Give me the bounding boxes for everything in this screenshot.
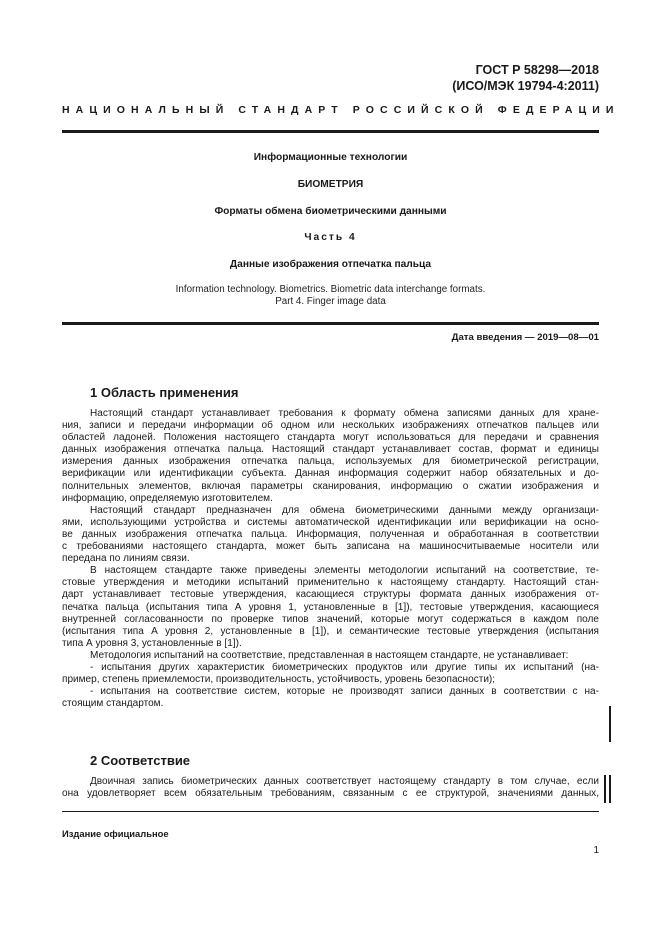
text-line: (испытания типа А уровня 2, установленные в [1]), и семантические тестовые утверждения (испытания [62, 625, 599, 637]
text-line: с требованиями настоящего стандарта, может быть записана на машиносчитываемые носители или [62, 541, 599, 553]
text-line: ве данных изображения отпечатка пальца. Информация, полученная и обработанная в соответствии [62, 528, 599, 540]
text-line: внутренней согласованности по проверке типов значений, которые могут содержаться в каждом поле [62, 613, 599, 625]
text-line: Двоичная запись биометрических данных соответствует настоящему стандарту в том случае, если [90, 776, 599, 787]
text-line: данных изображения отпечатка пальца. Настоящий стандарт устанавливает состав, формат и единицы [62, 444, 599, 456]
title-part-name: Данные изображения отпечатка пальца [229, 259, 432, 270]
text-line: типа А уровня 3, установленные в [1]). [62, 637, 242, 649]
section-2-body [62, 776, 599, 800]
text-line: ния, записи и передачи информации об одном или нескольких изображениях отпечатков пальцев или [62, 420, 599, 432]
text-line: измерения данных изображения отпечатка пальца, используемых для биометрической регистрации, [62, 456, 599, 468]
section-2-heading: 2 Соответствие [90, 753, 191, 768]
change-bar [609, 775, 611, 803]
title-sub: Форматы обмена биометрическими данными [214, 206, 447, 217]
page-number: 1 [593, 845, 599, 856]
text-line: Настоящий стандарт устанавливает требования к формату обмена записями данных для хране- [90, 408, 599, 419]
title-group: Информационные технологии [253, 152, 408, 163]
text-line: ями, использующими устройства и системы автоматической идентификации или верификации на осно- [62, 516, 599, 528]
text-line: печатка пальца (испытания типа А уровня 1, установленные в [1]), тестовые утверждения, касающиеся [62, 601, 599, 613]
standard-code-line2: (ИСО/МЭК 19794-4:2011) [452, 79, 599, 93]
text-line: Методология испытаний на соответствие, представленная в настоящем стандарте, не устанавливает: [90, 649, 569, 661]
title-part: Часть 4 [304, 232, 357, 243]
text-line: верификации или идентификации субъекта. Данная информация содержит набор обязательных и до- [62, 468, 599, 480]
text-line: стоящим стандартом. [62, 698, 164, 710]
text-line: передана по линиям связи. [62, 553, 190, 565]
title-rule [62, 322, 599, 325]
standard-code-line1: ГОСТ Р 58298—2018 [475, 63, 599, 77]
introduction-date: Дата введения — 2019—08—01 [451, 332, 599, 343]
text-line: информацию, определяемую изготовителем. [62, 492, 273, 504]
title-english-line1: Information technology. Biometrics. Biometric data interchange formats. [175, 284, 486, 295]
title-main: БИОМЕТРИЯ [297, 179, 364, 190]
official-edition-label: Издание официальное [62, 828, 169, 839]
text-line: стовые утверждения и методики испытаний применительно к настоящему стандарту. Настоящий стан- [62, 577, 599, 589]
title-english [62, 284, 599, 308]
text-line: пример, степень приемлемости, производительность, устойчивость, уровень безопасности); [62, 674, 496, 686]
change-bar [609, 706, 611, 742]
standard-code [452, 62, 599, 94]
text-line: полнительных элементов, включая параметры сканирования, информацию о сжатии изображения и [62, 480, 599, 492]
list-item-line: - испытания на соответствие систем, которые не производят записи данных в соответствии с на- [90, 686, 599, 698]
section-1-heading: 1 Область применения [90, 385, 239, 400]
title-english-line2: Part 4. Finger image data [275, 296, 386, 307]
text-line: областей ладоней. Положения настоящего стандарта могут использоваться для передачи и сравнения [62, 432, 599, 444]
list-item-line: - испытания других характеристик биометрических продуктов или другие типы их испытаний (на- [90, 661, 599, 673]
text-line: Настоящий стандарт предназначен для обмена биометрическими данными между организаци- [90, 504, 599, 516]
change-bar [604, 775, 606, 803]
text-line: дарт устанавливает тестовые утверждения, касающиеся структуры формата данных изображения от- [62, 589, 599, 601]
section-1-body [62, 408, 599, 710]
text-line: В настоящем стандарте также приведены элементы методологии испытаний на соответствие, те- [90, 565, 599, 577]
footer-rule [62, 811, 599, 812]
national-standard-label: НАЦИОНАЛЬНЫЙ СТАНДАРТ РОССИЙСКОЙ ФЕДЕРАЦИИ [62, 104, 620, 116]
header-rule [62, 130, 599, 133]
text-line: она удовлетворяет всем обязательным требованиям, связанным с ее структурой, значениями данных, [62, 788, 599, 800]
